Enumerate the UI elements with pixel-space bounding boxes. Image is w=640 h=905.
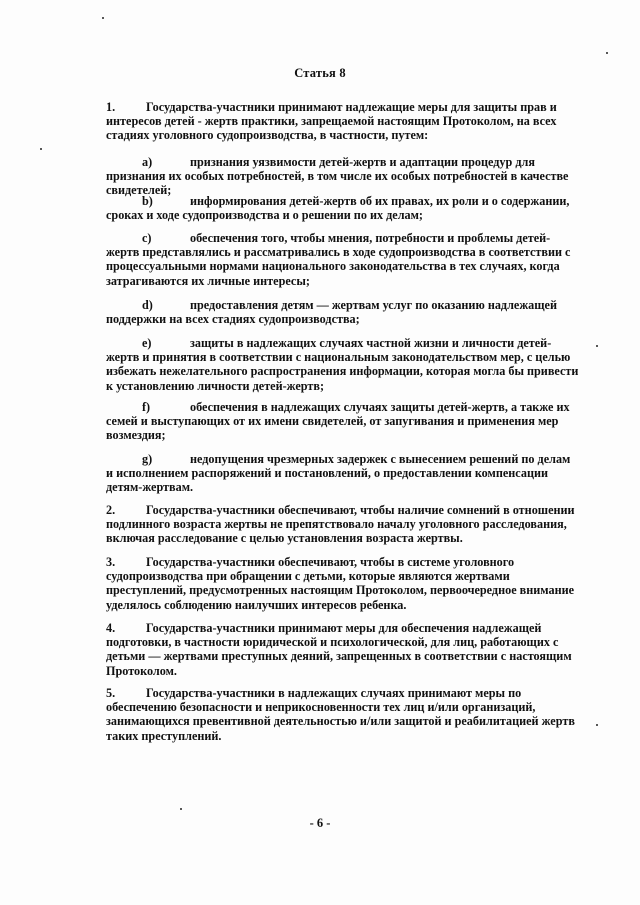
- subparagraph-d: [106, 298, 580, 326]
- subparagraph-text: недопущения чрезмерных задержек с вынесением решений по делам и исполнением распоряжений и постановлений, о предоставлении компенсации детям-жертвам.: [106, 452, 571, 495]
- subparagraph-f: [106, 400, 580, 443]
- scan-speck: [40, 148, 42, 150]
- paragraph-number: 2.: [106, 503, 116, 517]
- paragraph-2: [106, 503, 580, 546]
- scan-speck: [606, 52, 608, 54]
- scan-speck: [596, 345, 598, 347]
- article-title: Статья 8: [294, 66, 346, 80]
- paragraph-number: 1.: [106, 100, 116, 114]
- subparagraph-text: предоставления детям — жертвам услуг по оказанию надлежащей поддержки на всех стадиях судопроизводства;: [106, 298, 557, 327]
- subparagraph-a: [106, 155, 580, 198]
- subparagraph-text: обеспечения того, чтобы мнения, потребности и проблемы детей-жертв представлялись и рассматривались в ходе судопроизводства в соответствии с процессуальными нормами национального законодательства в тех случаях, когда затрагиваются их личные интересы;: [106, 231, 571, 288]
- paragraph-number: 3.: [106, 555, 116, 569]
- subparagraph-letter: g): [142, 452, 153, 466]
- paragraph-4: [106, 621, 580, 678]
- subparagraph-letter: f): [142, 400, 151, 414]
- paragraph-text: Государства-участники обеспечивают, чтобы в системе уголовного судопроизводства при обращении с детьми, которые являются жертвами преступлений, предусмотренных настоящим Протоколом, первоочередное внимание уделялось соблюдению наилучших интересов ребенка.: [106, 555, 575, 612]
- paragraph-5: [106, 686, 580, 743]
- subparagraph-text: признания уязвимости детей-жертв и адаптации процедур для признания их особых потребностей, в том числе их особых потребностей в качестве свидетелей;: [106, 155, 569, 198]
- paragraph-text: Государства-участники в надлежащих случаях принимают меры по обеспечению безопасности и неприкосновенности тех лиц и/или организаций, занимающихся превентивной деятельностью и/или защитой и реабилитацией жертв таких преступлений.: [106, 686, 575, 743]
- paragraph-number: 5.: [106, 686, 116, 700]
- subparagraph-b: [106, 194, 580, 222]
- subparagraph-letter: e): [142, 336, 152, 350]
- subparagraph-text: информирования детей-жертв об их правах, их роли и о содержании, сроках и ходе судопроизводства и о решении по их делам;: [106, 194, 570, 223]
- paragraph-text: Государства-участники принимают меры для обеспечения надлежащей подготовки, в частности юридической и психологической, для лиц, работающих с детьми — жертвами преступных деяний, запрещенных в соответствии с настоящим Протоколом.: [106, 621, 572, 678]
- subparagraph-text: защиты в надлежащих случаях частной жизни и личности детей-жертв и принятия в соответствии с национальным законодательством мер, с целью избежать нежелательного распространения информации, которая могла бы привести к установлению личности детей-жертв;: [106, 336, 579, 393]
- page-number: - 6 -: [309, 816, 331, 830]
- scan-speck: [180, 808, 182, 810]
- subparagraph-letter: d): [142, 298, 153, 312]
- subparagraph-letter: b): [142, 194, 153, 208]
- subparagraph-letter: c): [142, 231, 152, 245]
- paragraph-text: Государства-участники обеспечивают, чтобы наличие сомнений в отношении подлинного возраста жертвы не препятствовало началу уголовного расследования, включая расследование с целью установления возраста жертвы.: [106, 503, 575, 546]
- scan-speck: [596, 724, 598, 726]
- paragraph-number: 4.: [106, 621, 116, 635]
- subparagraph-e: [106, 336, 580, 393]
- paragraph-1: [106, 100, 580, 143]
- subparagraph-text: обеспечения в надлежащих случаях защиты детей-жертв, а также их семей и выступающих от их имени свидетелей, от запугивания и применения мер возмездия;: [106, 400, 570, 443]
- scan-speck: [102, 17, 104, 19]
- paragraph-3: [106, 555, 580, 612]
- subparagraph-g: [106, 452, 580, 495]
- paragraph-text: Государства-участники принимают надлежащие меры для защиты прав и интересов детей - жертв практики, запрещаемой настоящим Протоколом, на всех стадиях уголовного судопроизводства, в частности, путем:: [106, 100, 557, 143]
- subparagraph-c: [106, 231, 580, 288]
- subparagraph-letter: a): [142, 155, 153, 169]
